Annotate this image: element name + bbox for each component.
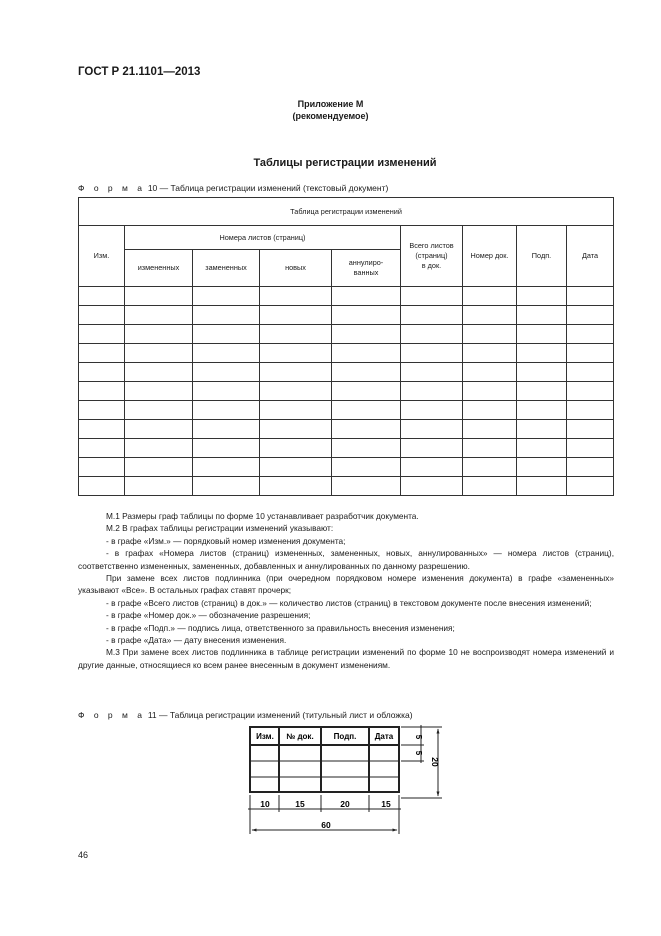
form10-col-sign: Подп. — [517, 226, 567, 287]
form10-table-title: Таблица регистрации изменений — [79, 198, 614, 226]
form10-caption-text: 10 — Таблица регистрации изменений (текстовый документ) — [147, 183, 389, 193]
note-m2-c: При замене всех листов подлинника (при очередном порядковом номере изменения документа) в графе «замененных» указывают «Все». В остальных графах ставят прочерк; — [78, 573, 614, 596]
form10-sub-new: новых — [260, 250, 332, 287]
form11-dim-w1: 10 — [260, 799, 270, 809]
form11-caption-prefix: Ф о р м а — [78, 710, 146, 720]
form11-col-docnum: № док. — [286, 732, 314, 741]
form10-sub-annulled-line2: ванных — [353, 268, 379, 277]
form11-dim-htotal: 20 — [430, 757, 440, 767]
note-m1: М.1 Размеры граф таблицы по форме 10 устанавливает разработчик документа. — [106, 511, 419, 521]
form10-caption-prefix: Ф о р м а — [78, 183, 146, 193]
form11-col-date: Дата — [374, 732, 394, 741]
section-title: Таблицы регистрации изменений — [253, 157, 437, 169]
form10-sub-annulled-line1: аннулиро- — [348, 258, 384, 267]
page-number: 46 — [78, 850, 89, 860]
note-m2-e: - в графе «Номер док.» — обозначение разрешения; — [106, 610, 311, 621]
form10-group-header: Номера листов (страниц) — [125, 226, 401, 250]
form11-dim-h1: 5 — [414, 734, 423, 740]
form10-col-total-line2: (страниц) — [415, 251, 448, 260]
annex-title: Приложение М — [297, 99, 364, 109]
note-m2-g: - в графе «Дата» — дату внесения изменения. — [106, 635, 287, 646]
form10-col-date: Дата — [567, 226, 614, 287]
form10-col-izm: Изм. — [79, 226, 125, 287]
form11-col-izm: Изм. — [256, 732, 274, 741]
note-m2-a: - в графе «Изм.» — порядковый номер изменения документа; — [106, 535, 346, 546]
form11-dim-w2: 15 — [295, 799, 305, 809]
form11-dim-w4: 15 — [381, 799, 391, 809]
form11-col-sign: Подп. — [333, 732, 357, 741]
note-m2-d: - в графе «Всего листов (страниц) в док.» — количество листов (страниц) в текстовом документе после внесения изменений; — [106, 597, 592, 608]
form10-sub-replaced: замененных — [193, 250, 260, 287]
note-m3: М.3 При замене всех листов подлинника в таблице регистрации изменений по форме 10 не воспроизводят номера изменений и другие данные, относящиеся ко всем ранее внесенным в документ изменениям. — [78, 647, 614, 670]
form11-dim-total: 60 — [321, 820, 331, 830]
form10-col-docnum: Номер док. — [463, 226, 517, 287]
note-m2: М.2 В графах таблицы регистрации изменений указывают: — [106, 523, 334, 534]
form10-sub-changed: измененных — [125, 250, 193, 287]
form11-dim-w3: 20 — [340, 799, 350, 809]
note-m2-b: - в графах «Номера листов (страниц) измененных, замененных, новых, аннулированных» — номера листов (страниц), соответственно измененных, замененных, добавленных и аннулированных по данному разрешению. — [78, 548, 614, 571]
form11-dim-h2: 5 — [414, 750, 423, 756]
form10-col-total-line1: Всего листов — [409, 241, 454, 250]
form10-col-total-line3: в док. — [421, 261, 442, 270]
annex-status: (рекомендуемое) — [292, 111, 369, 121]
form11-caption-text: 11 — Таблица регистрации изменений (титульный лист и обложка) — [147, 710, 413, 720]
note-m2-f: - в графе «Подп.» — подпись лица, ответственного за правильность внесения изменения; — [106, 622, 455, 633]
document-code: ГОСТ Р 21.1101—2013 — [78, 66, 201, 78]
